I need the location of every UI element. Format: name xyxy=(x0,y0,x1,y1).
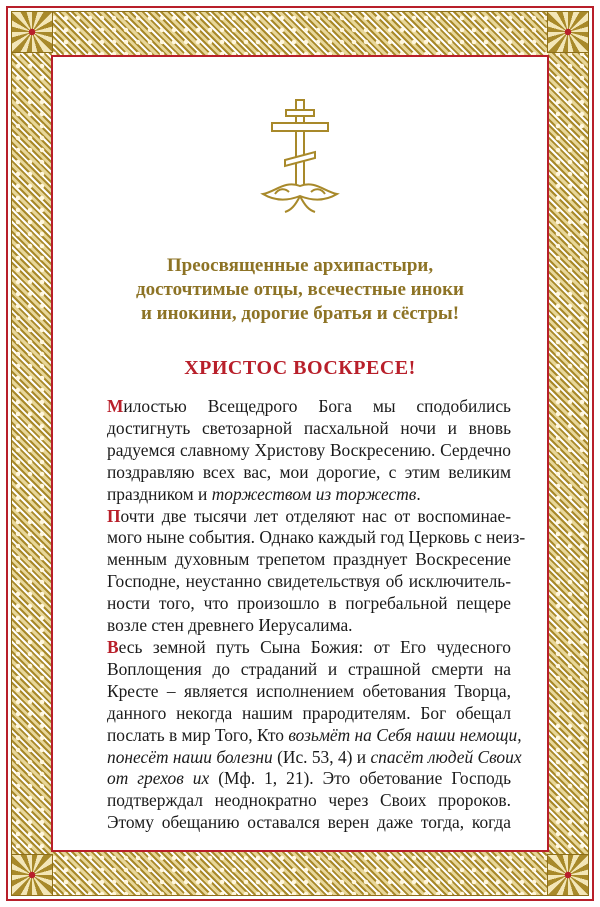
greeting-address xyxy=(60,254,540,326)
text-line xyxy=(93,724,522,747)
text-line: радуемся славному Христову Воскресению. Сердечно xyxy=(107,439,511,460)
text-line: мого ныне события. Однако каждый год Церковь с неиз- xyxy=(107,527,526,548)
text-line: Господне, неустанно свидетельствуя об исключитель- xyxy=(107,571,511,592)
text-line: поздравляю всех вас, мои дорогие, с этим великим xyxy=(107,461,511,482)
drop-initial: В xyxy=(107,636,119,657)
text-fragment: (Ис. 53, 4) и xyxy=(272,746,371,767)
paragraph-3 xyxy=(93,636,522,834)
corner-ornament-icon xyxy=(11,854,53,896)
text-line: менным духовным трепетом празднует Воскресение xyxy=(107,549,511,570)
drop-initial: М xyxy=(107,396,124,416)
text-line xyxy=(93,506,511,528)
greeting-line: и инокини, дорогие братья и сёстры! xyxy=(140,303,460,324)
corner-ornament-icon xyxy=(11,11,53,53)
corner-ornament-icon xyxy=(547,854,589,896)
italic-fragment: возьмёт на Себя наши немощи, xyxy=(288,724,522,745)
italic-fragment: понесёт наши болезни xyxy=(107,746,273,767)
text-line: подтверждал неоднократно через Своих пророков. xyxy=(107,790,511,811)
italic-fragment: спасёт людей Своих xyxy=(370,746,522,767)
italic-fragment: торжеством из торжеств xyxy=(211,483,417,504)
text-line xyxy=(93,637,511,659)
heading-christ-is-risen: ХРИСТОС ВОСКРЕСЕ! xyxy=(184,357,416,379)
greeting-line: досточтимые отцы, всечестные иноки xyxy=(136,279,464,300)
text-fragment: (Мф. 1, 21). Это обетование Господь xyxy=(209,768,511,789)
text-line: возле стен древнего Иерусалима. xyxy=(107,615,353,636)
drop-initial: П xyxy=(107,505,121,526)
text-line: ности того, что произошло в погребальной пещере xyxy=(107,593,511,614)
letter-body xyxy=(93,396,526,834)
text-fragment: послать в мир Того, Кто xyxy=(107,724,289,745)
text-line: Этому обещанию оставался верен даже тогда, когда xyxy=(107,812,511,833)
text-line: Кресте – является исполнением обетования Творца, xyxy=(107,680,511,701)
orthodox-cross-icon xyxy=(60,96,540,216)
text-line: достигнуть светозарной пасхальной ночи и вновь xyxy=(107,417,511,438)
paragraph-1 xyxy=(93,396,511,506)
greeting-line: Преосвященные архипастыри, xyxy=(166,255,434,276)
text-line: данного некогда нашим прародителям. Бог обещал xyxy=(107,702,511,723)
paragraph-2 xyxy=(93,505,526,637)
text-fragment: есь земной путь Сына Божия: от Его чудесного xyxy=(118,636,511,657)
text-fragment: илостью Всещедрого Бога мы сподобились xyxy=(123,396,511,416)
text-fragment: праздником и xyxy=(107,483,212,504)
text-line: Воплощения до страданий и страшной смерти на xyxy=(107,658,511,679)
text-line xyxy=(93,746,522,769)
text-fragment: . xyxy=(416,483,421,504)
italic-fragment: от грехов их xyxy=(107,768,210,789)
text-line xyxy=(93,484,511,506)
corner-ornament-icon xyxy=(547,11,589,53)
text-line xyxy=(93,768,511,790)
letter-content xyxy=(60,64,540,844)
text-line xyxy=(93,396,511,418)
text-fragment: очти две тысячи лет отделяют нас от воспоминае- xyxy=(120,505,511,526)
